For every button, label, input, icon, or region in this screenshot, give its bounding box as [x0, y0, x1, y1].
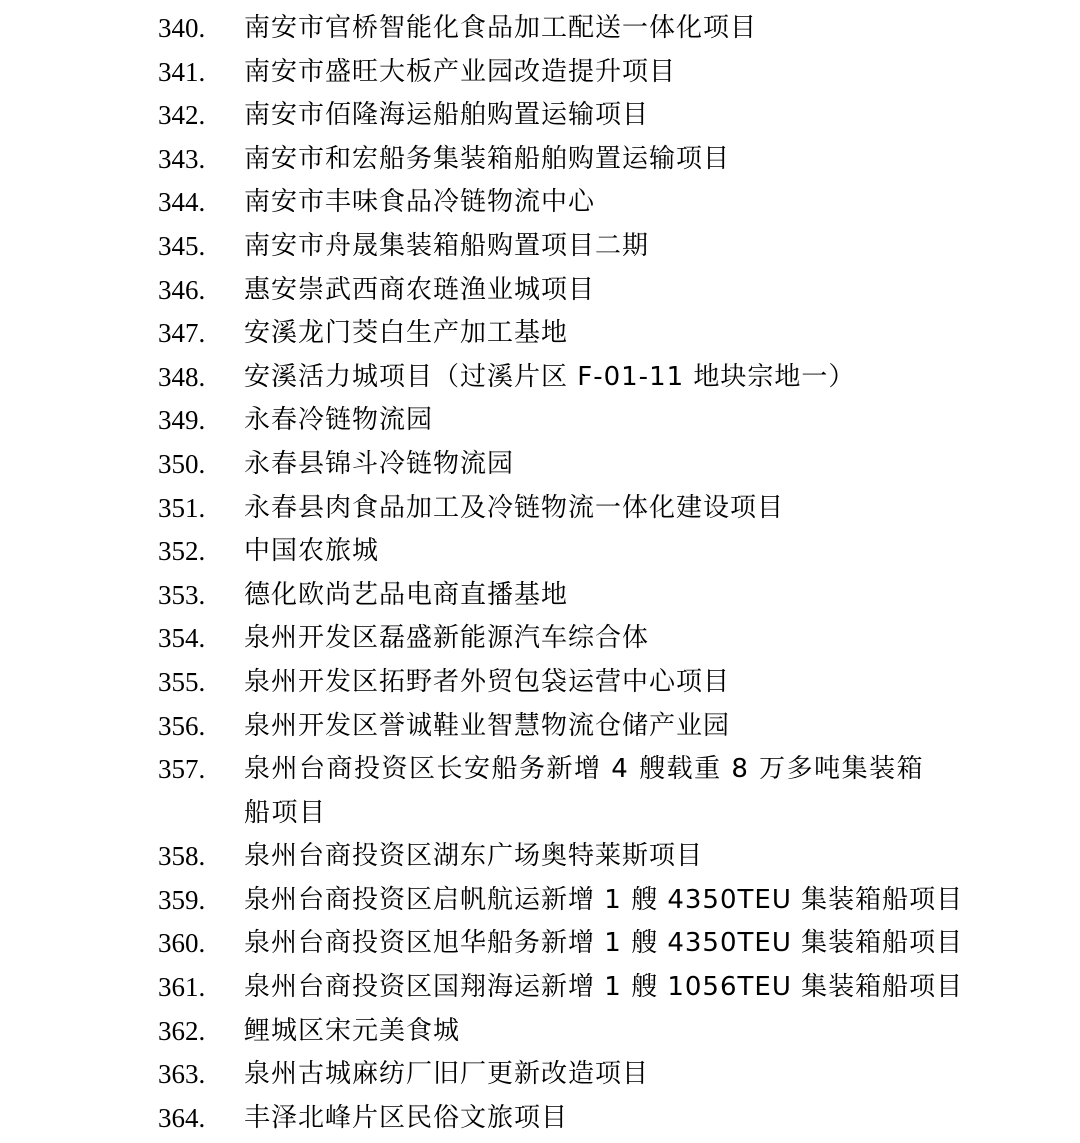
- list-item: [0, 1053, 1080, 1097]
- item-text: 安溪龙门茭白生产加工基地: [244, 318, 569, 349]
- item-text: 永春县肉食品加工及冷链物流一体化建设项目: [244, 492, 785, 523]
- list-item: [0, 399, 1080, 443]
- item-text: 南安市丰味食品冷链物流中心: [244, 187, 596, 218]
- item-number: 342.: [158, 100, 206, 131]
- item-text: 南安市舟晟集装箱船购置项目二期: [244, 230, 650, 261]
- item-number: 352.: [158, 536, 206, 567]
- list-item: [0, 966, 1080, 1010]
- item-number: 355.: [158, 666, 206, 697]
- item-number: 364.: [158, 1102, 206, 1133]
- item-number: 356.: [158, 710, 206, 741]
- list-item: [0, 138, 1080, 182]
- list-item: [0, 748, 1080, 835]
- item-number: 350.: [158, 448, 206, 479]
- item-text: 永春县锦斗冷链物流园: [244, 448, 515, 479]
- list-item: [0, 312, 1080, 356]
- item-number: 359.: [158, 884, 206, 915]
- item-text: 泉州开发区拓野者外贸包袋运营中心项目: [244, 666, 731, 697]
- item-text: 德化欧尚艺品电商直播基地: [244, 579, 569, 610]
- item-text: 惠安崇武西商农琏渔业城项目: [244, 274, 596, 305]
- item-number: 340.: [158, 13, 206, 43]
- item-number: 357.: [158, 754, 206, 785]
- item-number: 358.: [158, 841, 206, 872]
- list-item: [0, 487, 1080, 531]
- list-item: [0, 617, 1080, 661]
- item-text: 泉州台商投资区旭华船务新增 1 艘 4350TEU 集装箱船项目: [244, 928, 964, 959]
- item-text: 泉州台商投资区长安船务新增 4 艘载重 8 万多吨集装箱船项目: [244, 754, 925, 828]
- item-number: 353.: [158, 579, 206, 610]
- item-text: 中国农旅城: [244, 536, 380, 567]
- list-item: [0, 705, 1080, 749]
- item-text: 泉州开发区磊盛新能源汽车综合体: [244, 623, 650, 654]
- list-item: [0, 269, 1080, 313]
- item-number: 363.: [158, 1059, 206, 1090]
- item-number: 344.: [158, 187, 206, 218]
- item-number: 345.: [158, 230, 206, 261]
- list-item: [0, 1097, 1080, 1141]
- item-text: 永春冷链物流园: [244, 405, 434, 436]
- item-number: 343.: [158, 143, 206, 174]
- item-number: 354.: [158, 623, 206, 654]
- list-item: [0, 7, 1080, 51]
- list-item: [0, 835, 1080, 879]
- item-number: 361.: [158, 972, 206, 1003]
- item-text: 安溪活力城项目（过溪片区 F-01-11 地块宗地一）: [244, 361, 856, 392]
- item-text: 泉州开发区誉诚鞋业智慧物流仓储产业园: [244, 710, 731, 741]
- list-item: [0, 574, 1080, 618]
- item-text: 南安市盛旺大板产业园改造提升项目: [244, 56, 677, 87]
- list-item: [0, 1010, 1080, 1054]
- list-item: [0, 225, 1080, 269]
- item-text: 泉州台商投资区国翔海运新增 1 艘 1056TEU 集装箱船项目: [244, 972, 964, 1003]
- item-number: 349.: [158, 405, 206, 436]
- item-number: 362.: [158, 1015, 206, 1046]
- item-text: 丰泽北峰片区民俗文旅项目: [244, 1102, 569, 1133]
- item-text: 泉州台商投资区启帆航运新增 1 艘 4350TEU 集装箱船项目: [244, 884, 964, 915]
- list-item: [0, 94, 1080, 138]
- list-item: [0, 879, 1080, 923]
- list-item: [0, 181, 1080, 225]
- item-number: 360.: [158, 928, 206, 959]
- list-item: [0, 530, 1080, 574]
- item-text: 泉州台商投资区湖东广场奥特莱斯项目: [244, 841, 704, 872]
- item-text: 鲤城区宋元美食城: [244, 1015, 461, 1046]
- item-text: 南安市官桥智能化食品加工配送一体化项目: [244, 13, 758, 43]
- item-number: 351.: [158, 492, 206, 523]
- item-number: 341.: [158, 56, 206, 87]
- item-number: 346.: [158, 274, 206, 305]
- list-item: [0, 356, 1080, 400]
- item-text: 南安市和宏船务集装箱船舶购置运输项目: [244, 143, 731, 174]
- list-item: [0, 922, 1080, 966]
- item-text: 泉州古城麻纺厂旧厂更新改造项目: [244, 1059, 650, 1090]
- list-item: [0, 443, 1080, 487]
- list-item: [0, 661, 1080, 705]
- list-item: [0, 51, 1080, 95]
- project-list: [0, 7, 1080, 1140]
- item-text: 南安市佰隆海运船舶购置运输项目: [244, 100, 650, 131]
- item-number: 347.: [158, 318, 206, 349]
- item-number: 348.: [158, 361, 206, 392]
